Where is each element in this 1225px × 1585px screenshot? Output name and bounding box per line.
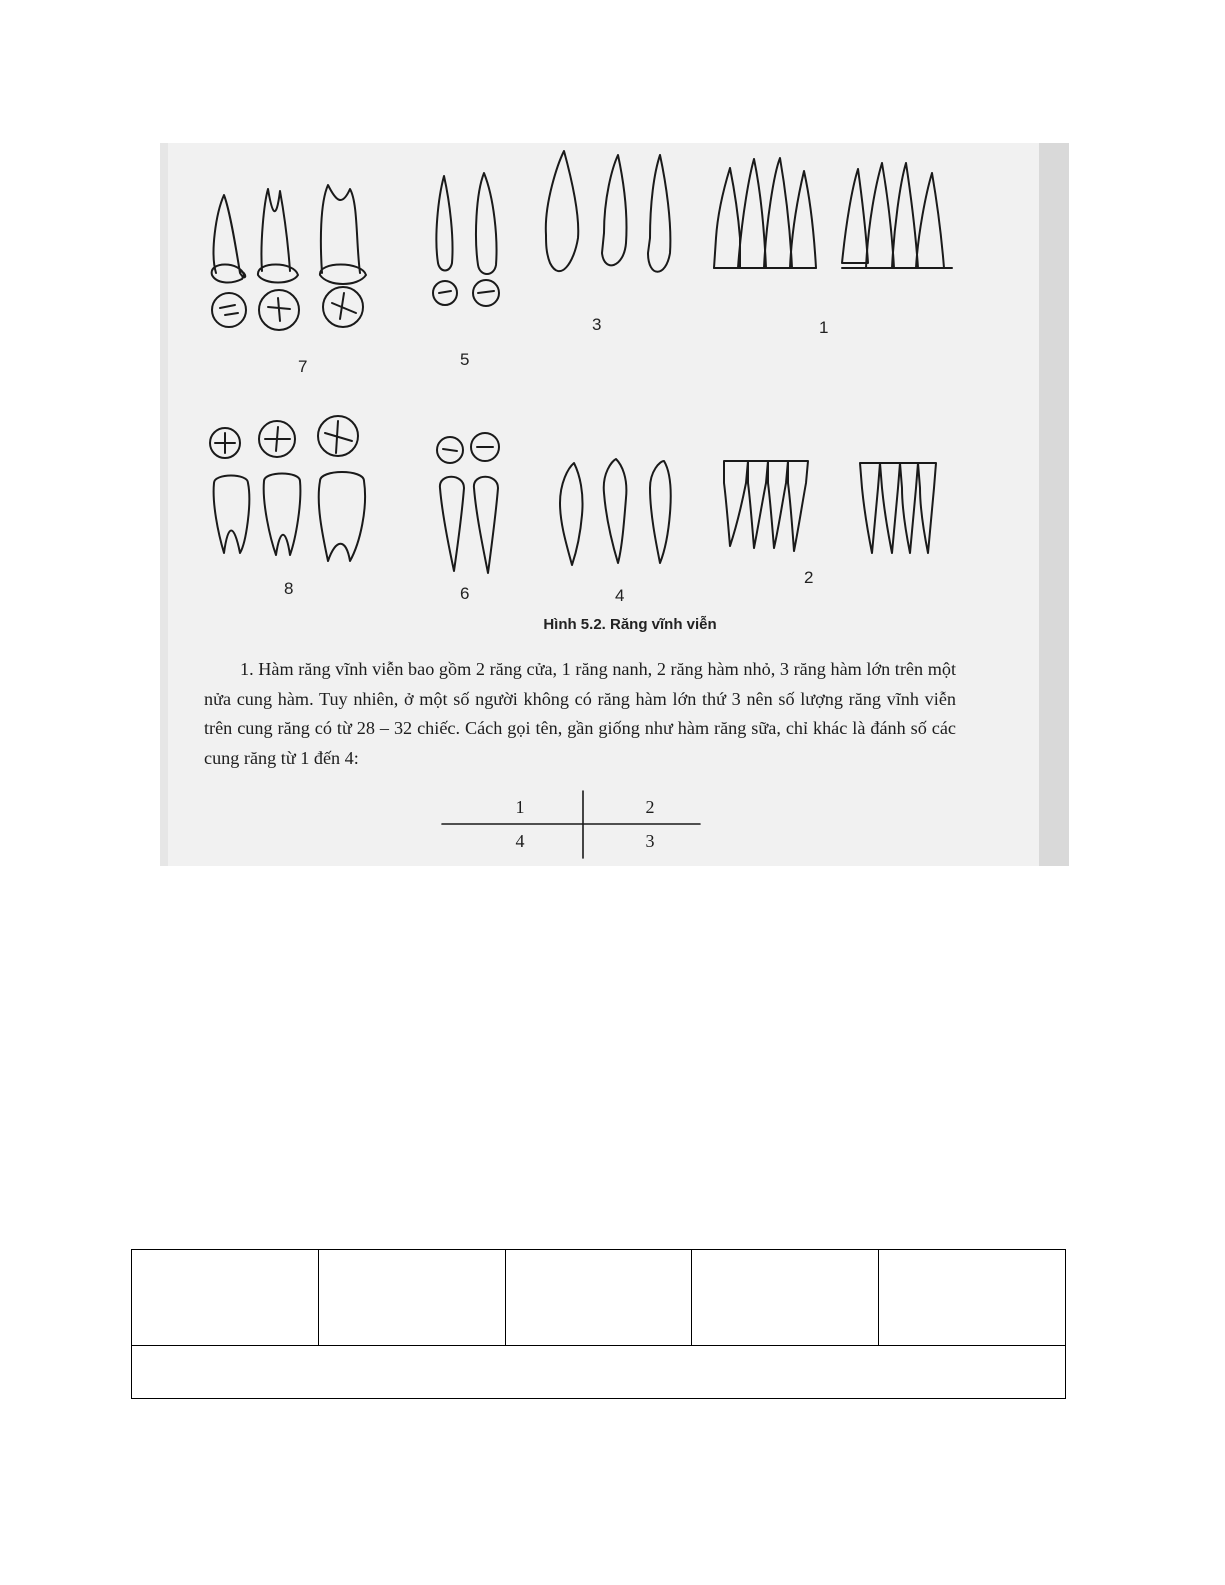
tooth-group-1-label: 1 [819, 318, 829, 337]
tooth-group-3-drawing [546, 151, 671, 272]
tooth-group-3-label: 3 [592, 315, 602, 334]
quadrant-4-number: 4 [515, 831, 525, 851]
figure-caption: Hình 5.2. Răng vĩnh viễn [543, 616, 717, 633]
tooth-group-4-drawing [560, 459, 671, 565]
tooth-group-5-drawing [433, 173, 499, 306]
table-cell [505, 1250, 692, 1346]
quadrant-3-number: 3 [645, 831, 655, 851]
scanned-textbook-page [160, 143, 1069, 866]
table-cell [318, 1250, 505, 1346]
empty-table [131, 1249, 1066, 1399]
table-cell-merged [132, 1346, 1066, 1399]
tooth-group-7-drawing [212, 185, 366, 330]
body-paragraph: 1. Hàm răng vĩnh viễn bao gồm 2 răng cửa, 1 răng nanh, 2 răng hàm nhỏ, 3 răng hàm lớn trên một nửa cung hàm. Tuy nhiên, ở một số người không có răng hàm lớn thứ 3 nên số lượng răng vĩnh viễn trên cung răng có từ 28 – 32 chiếc. Cách gọi tên, gần giống như hàm răng sữa, chỉ khác là đánh số các cung răng từ 1 đến 4: [204, 659, 956, 768]
tooth-group-1-drawing [714, 158, 952, 268]
quadrant-2-number: 2 [645, 797, 655, 817]
table-row [132, 1250, 1066, 1346]
tooth-group-4-label: 4 [615, 586, 625, 605]
tooth-group-2-label: 2 [804, 568, 814, 587]
table-cell [132, 1250, 319, 1346]
table-row [132, 1346, 1066, 1399]
tooth-group-8-drawing [210, 416, 365, 561]
tooth-group-6-label: 6 [460, 584, 470, 603]
quadrant-1-number: 1 [515, 797, 525, 817]
table-cell [692, 1250, 879, 1346]
tooth-group-8-label: 8 [284, 579, 294, 598]
tooth-group-6-drawing [437, 433, 499, 573]
tooth-group-7-label: 7 [298, 357, 308, 376]
tooth-group-2-drawing [724, 461, 936, 553]
table-cell [879, 1250, 1066, 1346]
tooth-group-5-label: 5 [460, 350, 470, 369]
